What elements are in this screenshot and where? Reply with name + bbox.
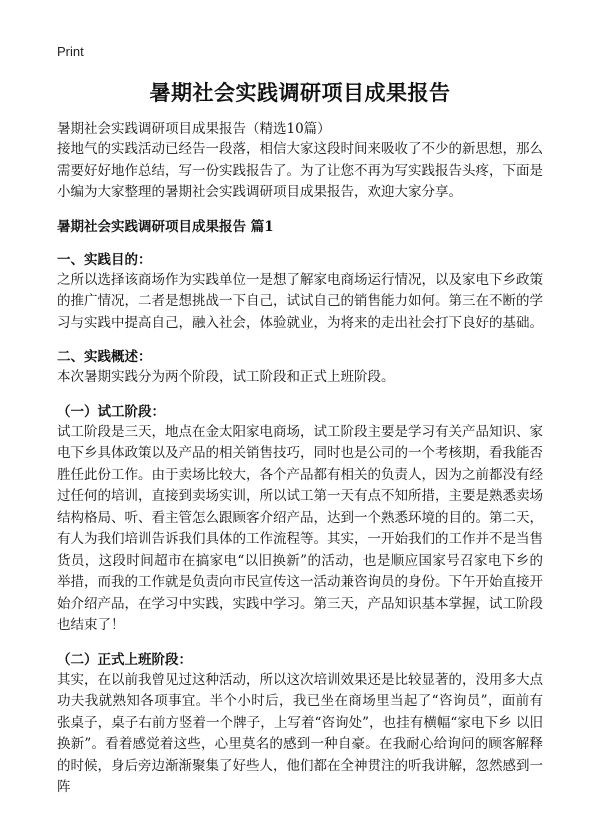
- section1-heading: 一、实践目的：: [57, 251, 152, 268]
- section2-heading: 二、实践概述：: [57, 349, 152, 365]
- section2-paragraph: 本次暑期实践分为两个阶段，试工阶段和正式上班阶段。: [57, 369, 395, 385]
- intro-paragraph: 接地气的实践活动已经告一段落，相信大家这段时间来吸收了不少的新思想，那么需要好好地作总结，写一份实践报告了。为了让您不再为写实践报告头疼，下面是小编为大家整理的暑期社会实践调研项目成果报告，欢迎大家分享。: [57, 141, 543, 200]
- stage2-heading: （二）正式上班阶段：: [57, 651, 192, 668]
- document-subtitle: 暑期社会实践调研项目成果报告（精选10篇）: [57, 121, 331, 137]
- document-title: 暑期社会实践调研项目成果报告: [149, 80, 451, 105]
- stage1-heading: （一）试工阶段：: [57, 403, 165, 420]
- part-heading: 暑期社会实践调研项目成果报告 篇1: [57, 218, 274, 235]
- print-link[interactable]: Print: [57, 44, 84, 59]
- stage1-paragraph: 试工阶段是三天，地点在金太阳家电商场，试工阶段主要是学习有关产品知识、家电下乡具体政策以及产品的相关销售技巧，同时也是公司的一个考核期，看我能否胜任此份工作。由于卖场比较大，各个产品都有相关的负责人，因为之前都没有经过任何的培训，直接到卖场实训，所以试工第一天有点不知所措，主要是熟悉卖场结构格局、听、看主管怎么跟顾客介绍产品，达到一个熟悉环境的目的。第二天，有人为我们培训告诉我们具体的工作流程等。其实，一开始我们的工作并不是当售货员，这段时间超市在搞家电“以旧换新”的活动，也是顺应国家号召家电下乡的举措，而我的工作就是负责向市民宣传这一活动兼咨询员的身份。下午开始直接开始介绍产品，在学习中实践，实践中学习。第三天，产品知识基本掌握，试工阶段也结束了！: [57, 423, 543, 633]
- stage2-paragraph: 其实，在以前我曾见过这种活动，所以这次培训效果还是比较显著的，没用多大点功夫我就熟知各项事宜。半个小时后，我已坐在商场里当起了“咨询员”，面前有张桌子，桌子右前方竖着一个牌子，上写着“咨询处”，也挂有横幅“家电下乡 以旧换新”。看着感觉着这些，心里莫名的感到一种自豪。在我耐心给询问的顾客解释的时候，身后旁边渐渐聚集了好些人，他们都在全神贯注的听我讲解，忽然感到一阵: [57, 671, 543, 795]
- section1-paragraph: 之所以选择该商场作为实践单位一是想了解家电商场运行情况，以及家电下乡政策的推广情况，二者是想挑战一下自己，试试自己的销售能力如何。第三在不断的学习与实践中提高自己，融入社会，体验就业，为将来的走出社会打下良好的基础。: [57, 271, 543, 331]
